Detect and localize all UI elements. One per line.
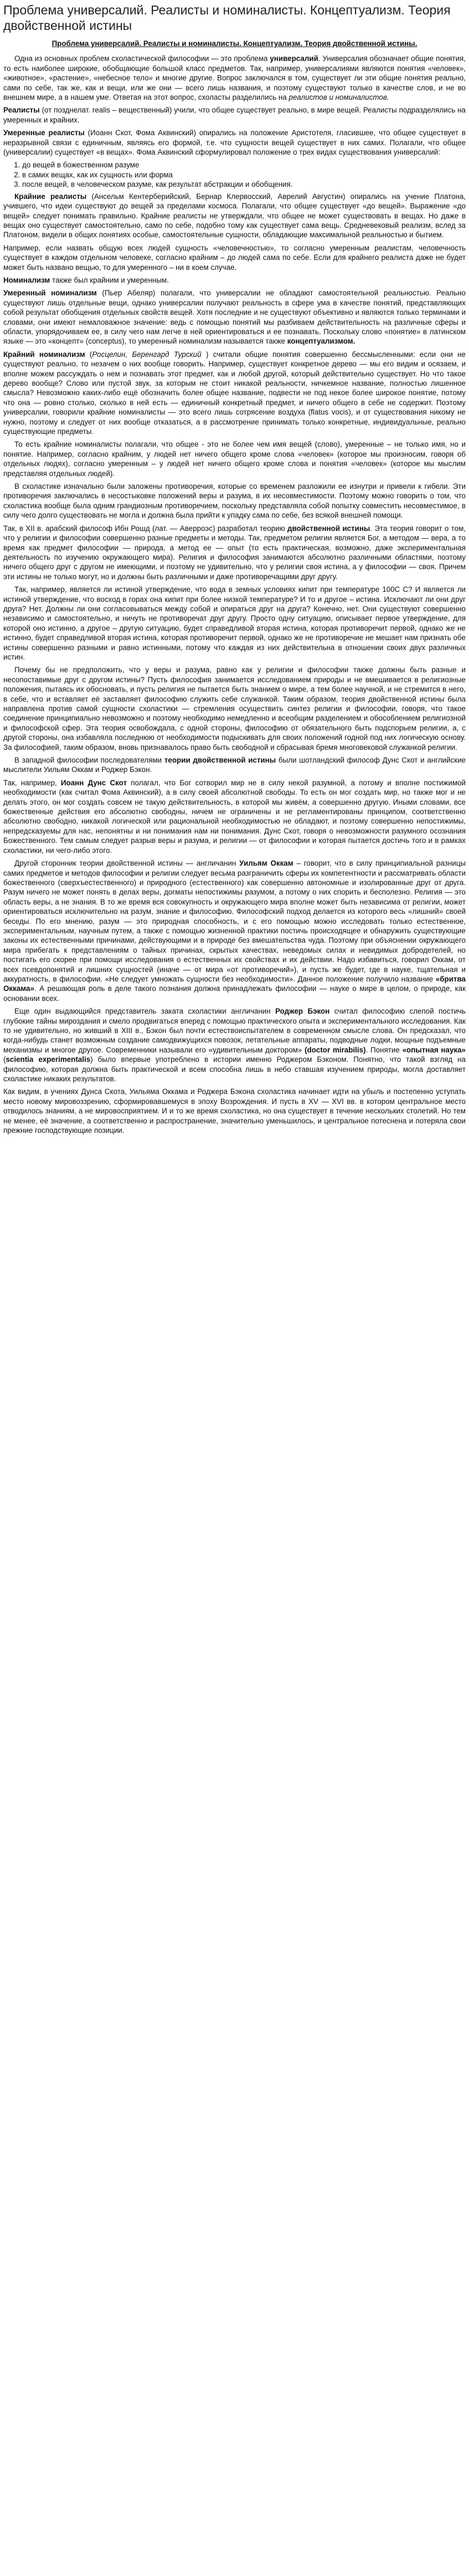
- paragraph-conclusion: Как видим, в учениях Дунса Скота, Уильяма Оккама и Роджера Бэкона схоластика начинает идти на убыль и постепенно уступать место новому мировоззрению, сформировавшемуся в эпоху Возрождения. И пусть в XV — XVI вв. в котором центральное место отводилось знаниям, а не мировосприятием. И и то же время схоластика, но она существует в течение нескольких столетий. Но тем не менее, её значение, а соответственно и распространение, значительно уменьшилось, и центральное потеснена и потеряла свои прежние господствующие позиции.: [3, 1087, 466, 1135]
- term-double-truth: двойственной истины: [287, 524, 370, 533]
- page-title: Проблема универсалий. Реалисты и номиналисты. Концептуализм. Теория двойственной истины: [3, 3, 451, 33]
- term-doctor-mirabilis: (doctor mirabilis): [305, 1045, 366, 1054]
- paragraph-faith-and-reason: Почему бы не предположить, что у веры и разума, равно как у религии и философии также должны быть разные и несопоставимые друг с другом истины? Пусть философия занимается исследованием природы и не вмешивается в религиозные положения, пытаясь их обосновать, и пусть религия не пытается быть знанием о мире, а тем более научной, и не стремится в него, в себе, что и вставляет её заставляет философию служить себе служанкой. Таким образом, теория двойственной истины была направлена против самой сущности схоластики — стремления осуществить синтез религии и философии, говоря, что такое соединение принципиально невозможно и поэтому необходимо немедленно и всеобщим разделением и обособлением религиозной и философской сфер. Эта теория освобождала, с одной стороны, философию от обязательного быть подспорьем религии, а, с другой стороны, она избавляла последнюю от необходимости подыскивать для своих положений годной под них логическую основу. За философией, таким образом, вновь признавалось право быть свободной и сбрасывая бремя многовековой служанкой религии.: [3, 666, 466, 752]
- paragraph-water-example: Так, например, является ли истиной утверждение, что вода в земных условиях кипит при температуре 100С С? И является ли истиной утверждение, что восход в горах она кипит при более низкой температуре? И то и другое – истина. Исключают ли они друг друга? Нет. Должны ли они согласовываться между собой и опираться друг на друга? Конечно, нет. Они существуют совершенно независимо и самостоятельно, и ничуть не противоречат друг другу. Просто одну ситуацию, описывает первое утверждение, для которой оно истинно, а другое – другую ситуацию, будет справедливой вторая истина, которая противоречит первой, однако же не истинно, будет справедливой вторая истина, которая противоречит первой, однако же не противоречие не мешает нам признать обе истины совершенно разными и равно истинными, потому что каждая из них действительна в отношении своих двух различных истин.: [3, 585, 466, 661]
- term-extreme-nominalism: Крайний номинализм: [3, 350, 85, 359]
- paragraph-ockham: Другой сторонник теории двойственной истины — англичанин Уильям Оккам – говорит, что в силу принципиальной разницы самих предметов и методов философии и религии следует весьма разграничить сферы их компетентности и рассматривать области божественного (сверхъестественного) и природного (естественного) как совершенно автономные и изолированные друг от друга. Разум ничего не может понять в делах веры, догматы непостижимы разумом, а потому о них спорить и бесполезно. Религия — это область веры, а не знания. В то же время вся совокупность и окружающего мира вполне может быть независима от религии, может ориентироваться исключительно на разум, знание и философию. Философский подход делается из которого весь «лишний» своей беседы. По его мнению, разум — это природная способность, и с его помощью можно исследовать только естественное, экспериментальным, научным путем, а также с помощью жизненной практики постичь происходящее и обнаружить существующие законы их естественными причинами, действующими и в природе без вмешательства чуда. Поэтому при объяснении окружающего мира прибегать к представлениям о тайных причинах, скрытых качествах, неведомых силах и невидимых добродетелей, но постигать его скорее при помощи исследования о естественных их свойствах и их действии. Надо избавиться, говорил Оккам, от всех псевдопонятий и лишних сущностей (иначе — от мира «от противоречий»), и пусть же будет, где в науке, тщательная и аккуратность, в философии. «Не следует умножать сущности без необходимости». Данное положение получило название «бритва Оккама». А решающая роль в деле такого познания должна принадлежать философии — науке о мире в целом, о природе, как основании всех.: [3, 859, 466, 1003]
- paragraph-name-vs-concept: То есть крайние номиналисты полагали, что общее - это не более чем имя вещей (слово), умеренные – не только имя, но и понятие. Например, согласно крайним, у людей нет ничего общего кроме слова «человек» (которое мы произносим, говоря об отдельных людях), согласно умеренным – у людей нет ничего общего кроме слова и понятия «человек» (которое мы мыслим представляя отдельных людей).: [3, 440, 466, 478]
- term-realists: Реалисты: [3, 106, 40, 115]
- paragraph-extreme-nominalism: Крайний номинализм (Росцелин, Беренгард Турский ) считали общие понятия совершенно бессмысленными: если они не существуют реально, то незачем о них вообще говорить. Например, существует конкретное дерево — мы его видим и осязаем, и вполне можем рассуждать о нем и познавать этот предмет, как и любой другой, который действительно существует. Но что такое дерево вообще? Слово или пустой звук, за которым не стоит никакой реальности, ничкемное название, полностью лишенное смысла? Невозможно каких-либо ещё обозначить более общее название, подвести не под некое более широкое понятие, потому что она — ровно столько, сколько в ней есть — единичный конкретный предмет, и ничего общего в себе не содержит. Поэтому универсалии, говорили крайние номиналисты — это всего лишь сотрясение воздуха (flatus vocis), и от существования никому не нужно, поэтому и следует от них вообще отказаться, а в рассмотрение принимать только конкретные, индивидуальные, реально существующие предметы.: [3, 350, 466, 436]
- term-double-truth-theory: теории двойственной истины: [164, 756, 276, 765]
- paragraph-duns-scotus: Так, например, Иоанн Дунс Скот полагал, что Бог сотворил мир не в силу некой разумной, а потому и вполне постижимой необходимости (как считал Фома Аквинский), а в силу своей абсолютной свободы. То есть он мог создать мир, но также мог и не делать этого, он мог создать совсем не такую действительность, в которой мы живём, а совершенно другую. Иными словами, все божественные действия его абсолютно свободны, ничем не ограничены и не регламентированы принципом, соответственно абсолютно свободно, никакой логической или рациональной необходимостью не обладают, и поэтому совершенно непостижимы, непредсказуемы для нас, непонятны и ни понимания нам ни понимания. Дунс Скот, говоря о невозможности разумного осознания Божественного. Тем самым следует разрыв веры и разума, и религии — от философии и которая пытается достичь того и в рамках схоластики, ни чего-либо этого.: [3, 778, 466, 855]
- paragraph-universals-intro: Одна из основных проблем схоластической философии — это проблема универсалий. Универсалия обозначает общие понятия, то есть наиболее широкие, обобщающие большой класс предметов. Так, например, универсалиями являются понятия «человек», «животное», «растение», «небесное тело» и многие другие. Вопрос заключался в том, существует ли эти общие понятия реально, сами по себе, так же, как и вещи, или же они — всего лишь названия, и поэтому существуют только в качестве слов, и не во внешнем мире, а в нашем уме. Ответая на этот вопрос, схоласты разделились на реалистов и номиналистов.: [3, 54, 466, 102]
- paragraph-realists: Реалисты (от позднелат. realis – вещественный) учили, что общее существует реально, в мире вещей. Реалисты подразделялись на умеренных и крайних.: [3, 106, 466, 124]
- term-moderate-realists: Умеренные реалисты: [3, 129, 85, 137]
- list-item: 2. в самих вещах, как их сущность или форма: [22, 170, 466, 180]
- paragraph-roger-bacon: Еще один выдающийся представитель заката схоластики англичанин Роджер Бэкон считал философию слепой постичь глубокие тайны мироздания и смело продвигаться вперед с помощью практического опыта и экспериментального исследования. Как то не удивительно, но живший в XIII в., Бэкон был почти естествоиспытателем в современном смысле слова. Он предсказал, что когда-нибудь станет возможным созданиe самодвижущихся повозок, летательные аппараты, подводные лодки, мощные подъемные механизмы и многое другое. Современники называли его «удивительным доктором» (doctor mirabilis). Понятие «опытная наука» (scientia experimentalis) было впервые употреблено в истории именно Роджером Бэконом. Понятно, что такой взгляд на философию, которая должна быть практической и всем способна лишь в небо ставшая изучением природы, могла доставляет схоластике никаких результатов.: [3, 1007, 466, 1083]
- name-ockham: Уильям Оккам: [239, 859, 293, 868]
- paragraph-moderate-realists: Умеренные реалисты (Иоанн Скот, Фома Аквинский) опирались на положение Аристотеля, гласившее, что общее существует в неразрывной связи с единичным, являясь его формой, т.е. что сущности вещей существует в них самих. Полагали, что общее (универсалии) существует «в вещах». Фома Аквинский сформулировал положение о трех видах существования универсалий:: [3, 129, 466, 157]
- names-roscelin-berengar: Росцелин, Беренгард Турский: [92, 350, 202, 359]
- list-item: 3. после вещей, в человеческом разуме, как результат абстракции и обобщения.: [22, 180, 466, 189]
- paragraph-double-truth: Так, в XII в. арабский философ Ибн Рошд (лат. — Аверроэс) разработал теорию двойственной истины. Эта теория говорит о том, что у религии и философии совершенно разные предметы и методы. Так, предметом религии является Бог, а методом — вера, а то время как предмет философии — природа, а метод ее — опыт (то есть практическая, возможно, даже экспериментальная деятельность по изучению окружающего мира). Религия и философия занимаются абсолютно различными областями, поэтому ничего общего друг с другом не имеющими, и поэтому не удивительно, что у религии своя истина, а у философии — своя. Причем эти истины не только могут, но и должны быть различными и даже противоречащими друг другу.: [3, 524, 466, 581]
- term-conceptualism: концептуализмом.: [287, 337, 355, 346]
- document-page: [0, 0, 469, 1143]
- term-ockhams-razor: «бритва Оккама»: [3, 974, 466, 993]
- list-item: 1. до вещей в божественном разуме: [22, 160, 466, 170]
- term-moderate-nominalism: Умеренный номинализм: [3, 289, 97, 298]
- term-scientia-experimentalis: scientia experimentalis: [6, 1055, 91, 1064]
- name-roger-bacon: Роджер Бэкон: [275, 1007, 330, 1016]
- article-subtitle: Проблема универсалий. Реалисты и номиналисты. Концептуализм. Теория двойственной истины.: [51, 39, 418, 48]
- paragraph-scholastic-contradictions: В схоластике изначально были заложены противоречия, которые со временем разложили ее изнутри и привели к гибели. Эти противоречия заключались в несостыковке положений веры и разума, в их несовместимости. Поэтому можно говорить о том, что схоластика вообще была одним грандиозным противоречием, поскольку представляла собой попытку совместить несовместимое, в силу чего долго существовать не могла и должна была прийти к упадку сама по себе, без всякой внешней помощи.: [3, 482, 466, 520]
- paragraph-western-followers: В западной философии последователями теории двойственной истины были шотландский философ Дунс Скот и английские мыслители Уильям Оккам и Роджер Бэкон.: [3, 756, 466, 774]
- paragraph-nominalism: Номинализм также был крайним и умеренным.: [3, 275, 169, 284]
- term-experimental-science: «опытная наука»: [402, 1045, 466, 1054]
- paragraph-moderate-nominalism: Умеренный номинализм (Пьер Абеляр) полагали, что универсалии не обладают самостоятельной реальностью. Реально существуют лишь отдельные вещи, однако универсалии получают реальность в сфере ума в качестве понятий, представляющих собой результат обобщения отдельных свойств вещей. Хотя последние и не существуют объективно и являются только терминами и словами, они имеют немаловажное значение: ведь с помощью понятий мы разбиваем действительность на различные сферы и области, упорядочиваем ее, в силу чего нам легче в ней ориентироваться и ее познавать. Поскольку слово «понятие» в латинском языке — это «концепт» (conceptus), то умеренный номинализм называется также концептуализмом.: [3, 289, 466, 346]
- term-realists-nominalists: реалистов и номиналистов.: [288, 93, 389, 102]
- term-extreme-realists: Крайние реалисты: [14, 192, 87, 201]
- paragraph-humanity-example: Например, если назвать общую всех людей сущность «человечностью», то согласно умеренным реалистам, человечность существует в каждом отдельном человеке, согласно крайним – до людей сама по себе. Если для крайнего реалиста даже не будет может быть названо вещью, то для умеренного – ни в коем случае.: [3, 243, 466, 272]
- paragraph-extreme-realists: Крайние реалисты (Ансельм Кентерберийский, Бернар Клервосский, Аврелий Августин) опирались на учение Платона, учившего, что идеи существуют до вещей за пределами космоса. Полагали, что общее существует «до вещей». Выражение «до вещей» следует понимать правильно. Крайние реалисты не утверждали, что общее не может существовать в вещах. Но даже в вещах оно существует самостоятельно, само по себе, подобно тому как существует сама вещь. Средневековый реализм, вслед за Платоном, видели в общих понятиях особые, самостоятельные сущности, обладающие максимальной реальностью и бытием.: [3, 192, 466, 239]
- name-duns-scotus: Иоанн Дунс Скот: [60, 778, 127, 787]
- term-nominalism: Номинализм: [3, 275, 50, 284]
- existence-list: [3, 160, 466, 189]
- term-universals: универсалий: [270, 54, 318, 63]
